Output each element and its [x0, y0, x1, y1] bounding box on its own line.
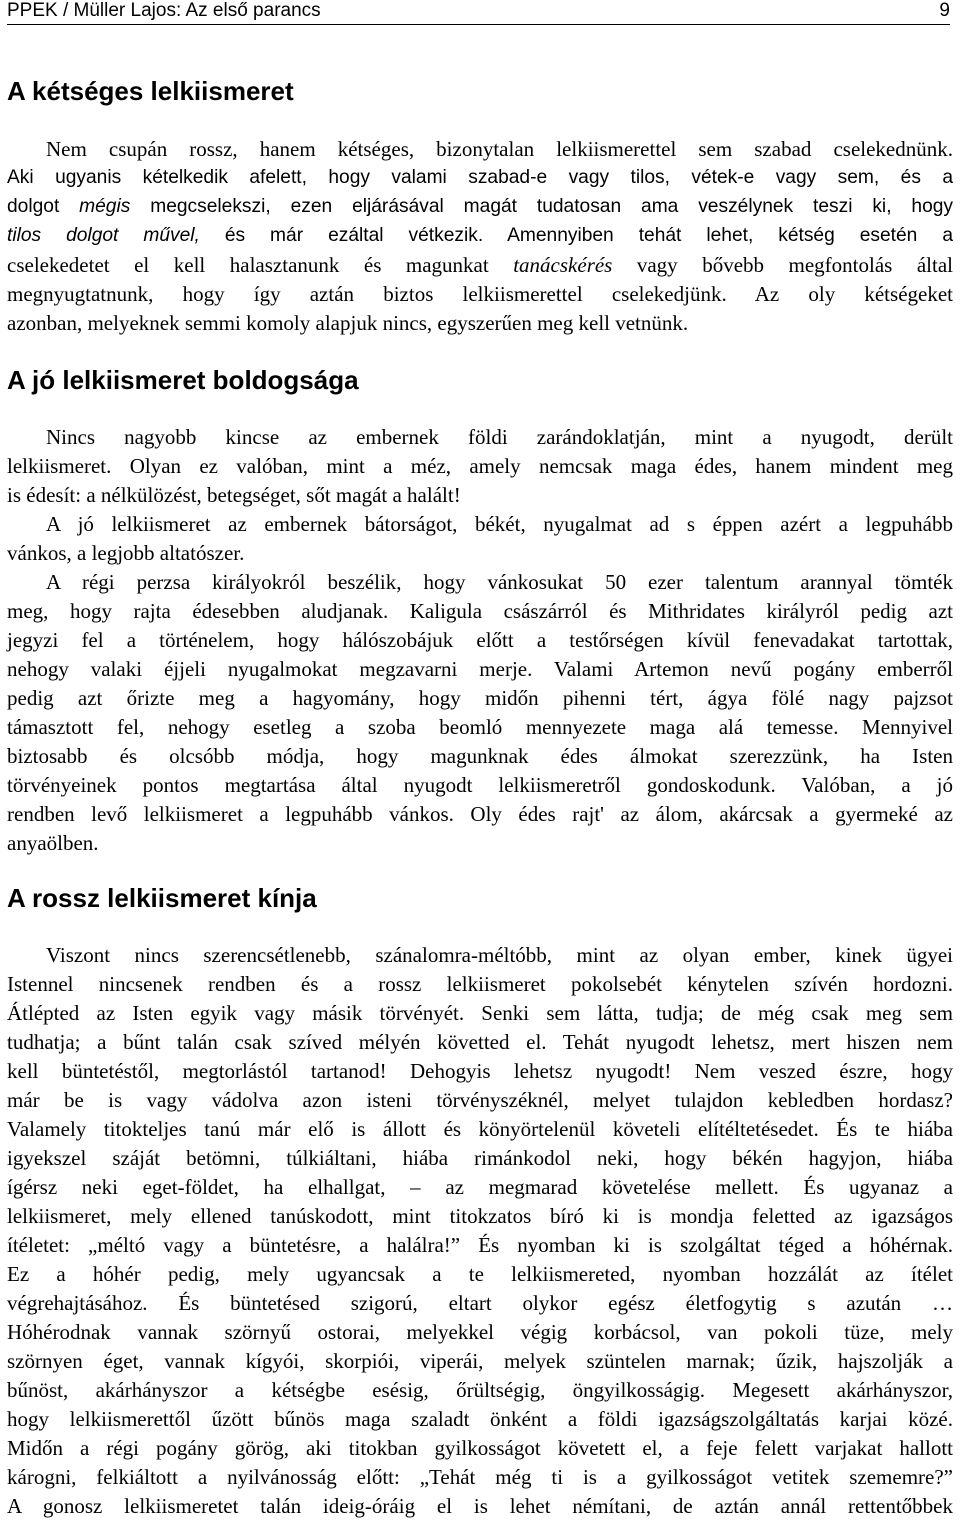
text-line: Átlépted az Isten egyik vagy másik törvényét. Senki sem látta, tudja; de még csak meg sem	[7, 1001, 953, 1025]
page-header	[7, 0, 950, 25]
text-line: bűnöst, akárhányszor a kétségbe esésig, őrültségig, öngyilkosságig. Megesett akárhányszor,	[7, 1378, 953, 1402]
text-line: végrehajtásához. És büntetésed szigorú, eltart olykor egész életfogytig s azután …	[7, 1291, 953, 1315]
text-line: A gonosz lelkiismeretet talán ideig-óráig el is lehet némítani, de aztán annál rettentőbbek	[7, 1494, 953, 1518]
section-heading: A kétséges lelkiismeret	[7, 76, 294, 106]
text-line: ítéletet: „méltó vagy a büntetésre, a halálra!” És nyomban ki is szolgáltat téged a hóhérnak.	[7, 1233, 953, 1257]
text-line: Aki ugyanis kételkedik afelett, hogy valami szabad-e vagy tilos, vétek-e vagy sem, és a	[7, 167, 953, 188]
text-line: vánkos, a legjobb altatószer.	[7, 541, 245, 565]
text-line: igyekszel száját betömni, túlkiáltani, hiába rimánkodol neki, hogy békén hagyjon, hiába	[7, 1146, 953, 1170]
text-line: pedig azt őrizte meg a hagyomány, hogy midőn pihenni tért, ágya fölé nagy pajzsot	[7, 686, 953, 710]
text-line: lelkiismeret. Olyan ez valóban, mint a méz, amely nemcsak maga édes, hanem mindent meg	[7, 454, 953, 478]
text-line: törvényeinek pontos megtartása által nyugodt lelkiismeretről gondoskodunk. Valóban, a jó	[7, 773, 953, 797]
text-line: hogy lelkiismerettől űzött bűnös maga szaladt önként a földi igazságszolgáltatás karjai közé.	[7, 1407, 953, 1431]
page-number: 9	[939, 0, 950, 21]
running-title: PPEK / Müller Lajos: Az első parancs	[7, 0, 321, 21]
text-line: már be is vagy vádolva azon isteni törvényszéknél, melyet tulajdon kebledben hordasz?	[7, 1088, 953, 1112]
text-line: tilos dolgot művel, és már ezáltal vétkezik. Amennyiben tehát lehet, kétség esetén a	[7, 225, 953, 246]
section-heading: A rossz lelkiismeret kínja	[7, 883, 317, 913]
text-line: Viszont nincs szerencsétlenebb, szánalomra-méltóbb, mint az olyan ember, kinek ügyei	[46, 943, 953, 967]
text-line: Hóhérodnak vannak szörnyű ostorai, melyekkel végig korbácsol, van pokoli tüze, mely	[7, 1320, 953, 1344]
text-line: lelkiismeret, mely ellened tanúskodott, mint titokzatos bíró ki is mondja feletted az igazságos	[7, 1204, 953, 1228]
text-line: támasztott fel, nehogy esetleg a szoba beomló mennyezete maga alá temesse. Mennyivel	[7, 715, 953, 739]
text-line: Valamely titokteljes tanú már elő is állott és könyörtelenül követeli elítéltetésedet. És te hiába	[7, 1117, 953, 1141]
text-line: cselekedetet el kell halasztanunk és magunkat tanácskérés vagy bővebb megfontolás által	[7, 253, 953, 277]
text-line: is édesít: a nélkülözést, betegséget, sőt magát a halált!	[7, 483, 461, 507]
text-line: Ez a hóhér pedig, mely ugyancsak a te lelkiismereted, nyomban hozzálát az ítélet	[7, 1262, 953, 1286]
text-line: megnyugtatnunk, hogy így aztán biztos lelkiismerettel cselekedjünk. Az oly kétségeket	[7, 282, 953, 306]
text-line: meg, hogy rajta édesebben aludjanak. Kaligula császárról és Mithridates királyról pedig azt	[7, 599, 953, 623]
text-line: tudhatja; a bűnt talán csak szíved mélyén követted el. Tehát nyugodt lehetsz, mert hiszen nem	[7, 1030, 953, 1054]
text-line: kell büntetéstől, megtorlástól tartanod! Dehogyis lehetsz nyugodt! Nem veszed észre, hogy	[7, 1059, 953, 1083]
text-line: szörnyen éget, vannak kígyói, skorpiói, viperái, melyek szüntelen marnak; űzik, hajszolják a	[7, 1349, 953, 1373]
text-line: jegyzi fel a történelem, hogy hálószobájuk előtt a testőrségen kívül fenevadakat tartottak,	[7, 628, 953, 652]
text-line: anyaölben.	[7, 831, 99, 855]
text-line: Midőn a régi pogány görög, aki titokban gyilkosságot követett el, a feje felett varjakat hallott	[7, 1436, 953, 1460]
text-line: nehogy valaki éjjeli nyugalmokat megzavarni merje. Valami Artemon nevű pogány emberről	[7, 657, 953, 681]
text-line: Nincs nagyobb kincse az embernek földi zarándoklatján, mint a nyugodt, derült	[46, 425, 953, 449]
text-line: A régi perzsa királyokról beszélik, hogy vánkosukat 50 ezer talentum arannyal tömték	[46, 570, 953, 594]
text-line: rendben levő lelkiismeret a legpuhább vánkos. Oly édes rajt' az álom, akárcsak a gyermeké az	[7, 802, 953, 826]
text-line: Nem csupán rossz, hanem kétséges, bizonytalan lelkiismerettel sem szabad cselekednünk.	[46, 137, 953, 161]
text-line: azonban, melyeknek semmi komoly alapjuk nincs, egyszerűen meg kell vetnünk.	[7, 311, 689, 335]
text-line: ígérsz neki eget-földet, ha elhallgat, – az megmarad követelése mellett. És ugyanaz a	[7, 1175, 953, 1199]
text-line: dolgot mégis megcselekszi, ezen eljárásával magát tudatosan ama veszélynek teszi ki, hogy	[7, 196, 954, 217]
text-line: biztosabb és olcsóbb módja, hogy magunknak édes álmokat szerezzünk, ha Isten	[7, 744, 953, 768]
text-line: Istennel nincsenek rendben és a rossz lelkiismeret pokolsebét kénytelen szívén hordozni.	[7, 972, 953, 996]
text-line: károgni, felkiáltott a nyilvánosság előtt: „Tehát még ti is a gyilkosságot vetitek szememre?”	[7, 1465, 953, 1489]
text-line: A jó lelkiismeret az embernek bátorságot, békét, nyugalmat ad s éppen azért a legpuhább	[46, 512, 953, 536]
section-heading: A jó lelkiismeret boldogsága	[7, 365, 359, 395]
